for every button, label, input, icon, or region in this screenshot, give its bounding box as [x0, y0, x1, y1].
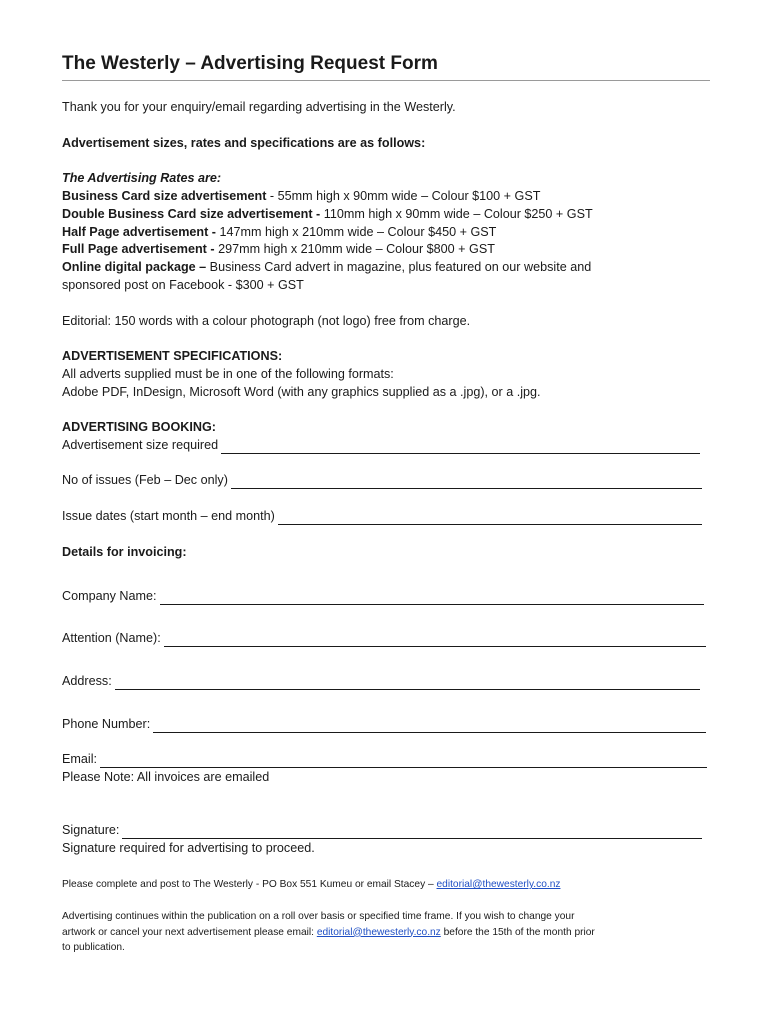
rate-item — [62, 223, 496, 241]
specs-formats: Adobe PDF, InDesign, Microsoft Word (with any graphics supplied as a .jpg), or a .jpg. — [62, 385, 541, 399]
field-label: Attention (Name): — [62, 631, 161, 645]
title-divider — [62, 80, 710, 81]
post-instructions — [62, 877, 710, 893]
field-label: Signature: — [62, 823, 120, 837]
invoicing-heading: Details for invoicing: — [62, 545, 187, 559]
rate-name: Business Card size advertisement — [62, 189, 267, 203]
attention-field[interactable] — [62, 629, 706, 647]
page-title: The Westerly – Advertising Request Form — [62, 53, 438, 74]
fill-line[interactable] — [164, 633, 706, 647]
specs-line: All adverts supplied must be in one of the following formats: — [62, 367, 394, 381]
fill-line[interactable] — [100, 754, 707, 768]
company-name-field[interactable] — [62, 587, 704, 605]
rate-name: Double Business Card size advertisement - — [62, 207, 321, 221]
fill-line[interactable] — [278, 511, 702, 525]
rate-detail: 297mm high x 210mm wide – Colour $800 + GST — [214, 242, 495, 256]
rate-detail: Business Card advert in magazine, plus featured on our website and — [206, 260, 592, 274]
fill-line[interactable] — [153, 719, 706, 733]
advert-size-field[interactable] — [62, 436, 700, 454]
rollover-text: Advertising continues within the publication on a roll over basis or specified time frame. If you wish to change your — [62, 911, 575, 922]
rate-name: Half Page advertisement - — [62, 225, 216, 239]
phone-field[interactable] — [62, 715, 706, 733]
issue-dates-field[interactable] — [62, 507, 702, 525]
rollover-text: before the 15th of the month prior — [440, 926, 595, 938]
issues-field[interactable] — [62, 471, 702, 489]
rate-item — [62, 258, 591, 276]
field-label: No of issues (Feb – Dec only) — [62, 473, 228, 487]
specs-heading: ADVERTISEMENT SPECIFICATIONS: — [62, 349, 283, 363]
email-note: Please Note: All invoices are emailed — [62, 770, 270, 784]
rate-item — [62, 205, 593, 223]
rate-item — [62, 240, 495, 258]
field-label: Company Name: — [62, 589, 157, 603]
rate-item-continued: sponsored post on Facebook - $300 + GST — [62, 278, 304, 292]
intro-text: Thank you for your enquiry/email regarding advertising in the Westerly. — [62, 100, 456, 114]
field-label: Phone Number: — [62, 717, 151, 731]
booking-heading: ADVERTISING BOOKING: — [62, 420, 216, 434]
rate-detail: 110mm high x 90mm wide – Colour $250 + GST — [320, 207, 593, 221]
fill-line[interactable] — [122, 825, 702, 839]
rate-name: Online digital package – — [62, 260, 207, 274]
rate-name: Full Page advertisement - — [62, 242, 215, 256]
sizes-heading: Advertisement sizes, rates and specifications are as follows: — [62, 136, 426, 150]
rollover-text: to publication. — [62, 942, 125, 953]
editorial-text: Editorial: 150 words with a colour photograph (not logo) free from charge. — [62, 314, 471, 328]
rate-item — [62, 187, 540, 205]
fill-line[interactable] — [115, 676, 700, 690]
field-label: Issue dates (start month – end month) — [62, 509, 275, 523]
fill-line[interactable] — [221, 440, 700, 454]
email-field[interactable] — [62, 750, 707, 768]
rates-heading: The Advertising Rates are: — [62, 171, 222, 185]
fill-line[interactable] — [231, 475, 702, 489]
editorial-email-link[interactable]: editorial@thewesterly.co.nz — [316, 926, 441, 938]
signature-note: Signature required for advertising to proceed. — [62, 841, 315, 855]
field-label: Address: — [62, 674, 112, 688]
post-text: Please complete and post to The Westerly - PO Box 551 Kumeu or email Stacey – — [62, 879, 437, 890]
rate-detail: 147mm high x 210mm wide – Colour $450 + GST — [215, 225, 497, 239]
rollover-notice — [62, 909, 710, 956]
rollover-text: artwork or cancel your next advertisement please email: — [62, 926, 317, 938]
fill-line[interactable] — [160, 591, 705, 605]
field-label: Email: — [62, 752, 97, 766]
editorial-email-link[interactable]: editorial@thewesterly.co.nz — [436, 879, 561, 890]
field-label: Advertisement size required — [62, 438, 219, 452]
signature-field[interactable] — [62, 821, 702, 839]
rate-detail: - 55mm high x 90mm wide – Colour $100 + GST — [266, 189, 541, 203]
address-field[interactable] — [62, 672, 700, 690]
